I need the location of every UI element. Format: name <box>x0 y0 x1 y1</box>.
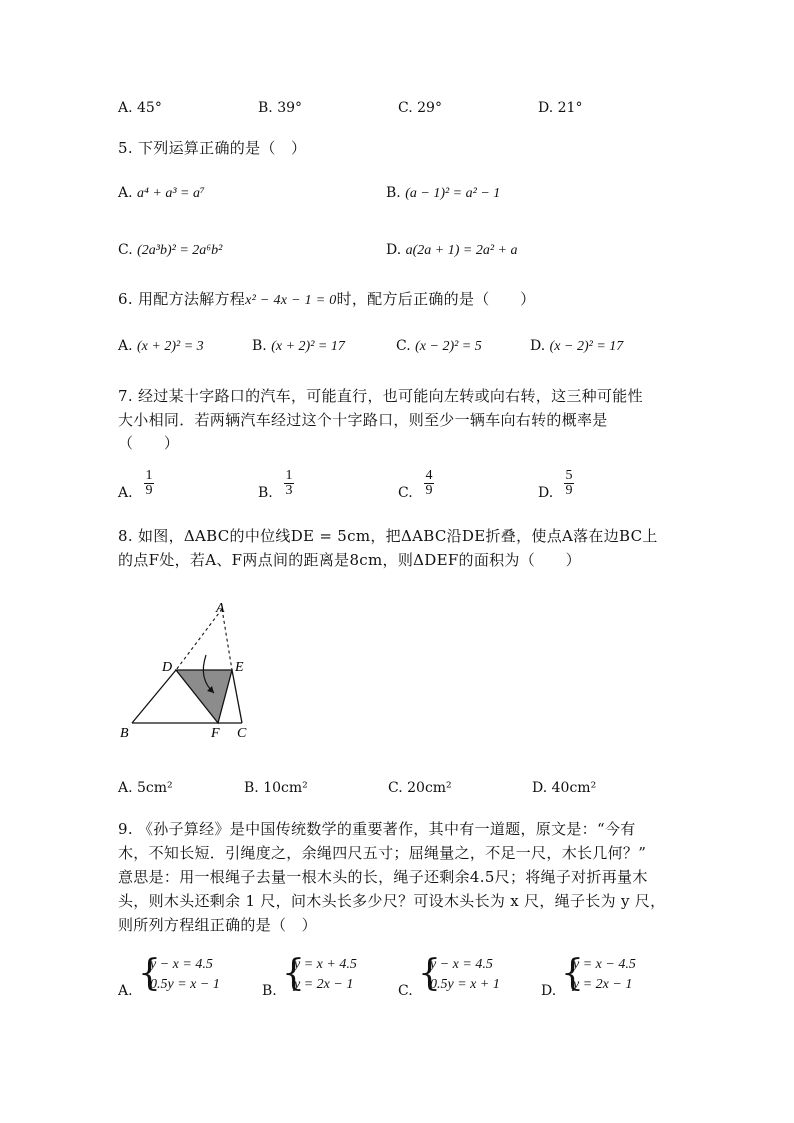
q4-option-b[interactable] <box>258 100 302 116</box>
stem-text: 6. 用配方法解方程 <box>118 290 246 308</box>
q7-option-d-label[interactable]: D. <box>538 485 554 501</box>
q8-option-b[interactable] <box>244 780 308 796</box>
label-f: F <box>211 726 220 741</box>
q9-stem-line2: 木，不知长短．引绳度之，余绳四尺五寸；屈绳量之，不足一尺，木长几何？” <box>118 844 647 862</box>
q7-stem-line1: 7. 经过某十字路口的汽车，可能直行，也可能向左转或向右转，这三种可能性 <box>118 387 643 405</box>
label-c: C <box>237 726 247 741</box>
option-label: B. <box>252 338 267 354</box>
option-math: (x − 2)² = 5 <box>415 339 482 354</box>
option-label: B. <box>258 100 273 116</box>
option-text: 29° <box>417 100 442 116</box>
equation-2: y = 2x − 1 <box>294 977 354 992</box>
q7-option-b-fraction <box>282 469 296 498</box>
option-label: C. <box>398 983 413 999</box>
q7-option-a-fraction <box>142 469 156 498</box>
option-math: (x − 2)² = 17 <box>549 339 624 354</box>
option-text: 39° <box>277 100 303 116</box>
option-label: D. <box>532 780 548 796</box>
q4-option-d[interactable] <box>538 100 582 116</box>
equation-1: y = x + 4.5 <box>294 957 357 972</box>
dashed-line-ae <box>222 609 232 670</box>
numerator: 1 <box>285 468 293 483</box>
left-brace-icon: { <box>282 953 305 994</box>
option-label: D. <box>386 242 402 258</box>
option-text: 10cm² <box>263 780 308 796</box>
equation-2: 0.5y = x + 1 <box>430 977 500 992</box>
q9-stem-line1: 9. 《孙子算经》是中国传统数学的重要著作，其中有一道题，原文是：“今有 <box>118 820 636 838</box>
equation-1: y − x = 4.5 <box>430 957 493 972</box>
option-text: 45° <box>137 100 162 116</box>
option-text: 21° <box>557 100 583 116</box>
equation-1: y = x − 4.5 <box>573 957 636 972</box>
q9-stem-line5: 则所列方程组正确的是（ ） <box>118 916 317 934</box>
option-math: a(2a + 1) = 2a² + a <box>405 243 518 258</box>
q5-option-a[interactable] <box>118 185 205 202</box>
option-label: A. <box>118 983 133 999</box>
option-label: A. <box>118 338 133 354</box>
option-math: (a − 1)² = a² − 1 <box>405 186 501 201</box>
option-label: C. <box>388 780 403 796</box>
q7-option-a-label[interactable]: A. <box>118 485 133 501</box>
denominator: 9 <box>425 483 433 498</box>
label-a: A <box>216 601 225 616</box>
option-label: C. <box>398 100 413 116</box>
q5-stem: 5. 下列运算正确的是（ ） <box>118 139 307 157</box>
option-label: A. <box>118 100 133 116</box>
q8-option-c[interactable] <box>388 780 452 796</box>
numerator: 5 <box>565 468 573 483</box>
q4-option-c[interactable] <box>398 100 442 116</box>
left-brace-icon: { <box>418 953 441 994</box>
folded-triangle-figure <box>110 595 280 745</box>
q8-option-a[interactable] <box>118 780 173 796</box>
option-label: B. <box>244 780 259 796</box>
option-math: (x + 2)² = 17 <box>271 339 345 354</box>
equation-2: y = 2x − 1 <box>573 977 633 992</box>
left-brace-icon: { <box>138 953 161 994</box>
equation-1: y − x = 4.5 <box>150 957 213 972</box>
q7-stem-line3: （ ） <box>118 434 180 452</box>
label-d: D <box>162 660 173 675</box>
option-label: C. <box>396 338 411 354</box>
option-label: D. <box>538 100 554 116</box>
q5-option-b[interactable] <box>386 185 500 202</box>
label-b: B <box>120 726 129 741</box>
q6-option-c[interactable] <box>396 338 482 355</box>
option-math: (x + 2)² = 3 <box>137 339 204 354</box>
stem-equation: x² − 4x − 1 = 0 <box>245 293 337 308</box>
numerator: 1 <box>145 468 153 483</box>
option-text: 20cm² <box>407 780 452 796</box>
option-text: 5cm² <box>137 780 173 796</box>
option-text: 40cm² <box>551 780 597 796</box>
q7-option-d-fraction <box>562 469 576 498</box>
left-brace-icon: { <box>561 953 584 994</box>
q9-stem-line4: 头，则木头还剩余 1 尺，问木头长多少尺？可设木头长为 x 尺，绳子长为 y 尺， <box>118 892 666 910</box>
option-label: B. <box>262 983 277 999</box>
option-label: B. <box>386 185 401 201</box>
option-label: A. <box>118 185 133 201</box>
stem-text: 时，配方后正确的是（ ） <box>336 290 536 308</box>
q4-option-a[interactable] <box>118 100 162 116</box>
q6-option-b[interactable] <box>252 338 345 355</box>
denominator: 9 <box>565 483 573 498</box>
denominator: 3 <box>285 483 293 498</box>
option-label: D. <box>541 983 557 999</box>
q7-option-b-label[interactable]: B. <box>258 485 273 501</box>
line-bd <box>132 670 176 723</box>
numerator: 4 <box>425 468 433 483</box>
q6-stem <box>118 288 535 309</box>
dashed-line-ad <box>176 609 222 670</box>
option-label: A. <box>118 780 133 796</box>
q7-stem-line2: 大小相同．若两辆汽车经过这个十字路口，则至少一辆车向右转的概率是 <box>118 411 608 429</box>
label-e: E <box>235 660 244 675</box>
q8-stem-line2: 的点F处，若A、F两点间的距离是8cm，则ΔDEF的面积为（ ） <box>118 551 581 569</box>
equation-2: 0.5y = x − 1 <box>150 977 220 992</box>
q7-option-c-label[interactable]: C. <box>398 485 413 501</box>
q6-option-a[interactable] <box>118 338 204 355</box>
q7-option-c-fraction <box>422 469 436 498</box>
q8-stem-line1: 8. 如图，ΔABC的中位线DE = 5cm，把ΔABC沿DE折叠，使点A落在边BC上 <box>118 527 658 545</box>
denominator: 9 <box>145 483 153 498</box>
q6-option-d[interactable] <box>530 338 623 355</box>
option-math: (2a³b)² = 2a⁶b² <box>137 243 223 258</box>
q9-stem-line3: 意思是：用一根绳子去量一根木头的长，绳子还剩余4.5尺；将绳子对折再量木 <box>118 868 648 886</box>
q8-option-d[interactable] <box>532 780 596 796</box>
option-math: a⁴ + a³ = a⁷ <box>137 186 205 201</box>
q5-option-d[interactable] <box>386 242 518 259</box>
option-label: D. <box>530 338 546 354</box>
option-label: C. <box>118 242 133 258</box>
q5-option-c[interactable] <box>118 242 222 259</box>
line-ec <box>232 670 242 723</box>
